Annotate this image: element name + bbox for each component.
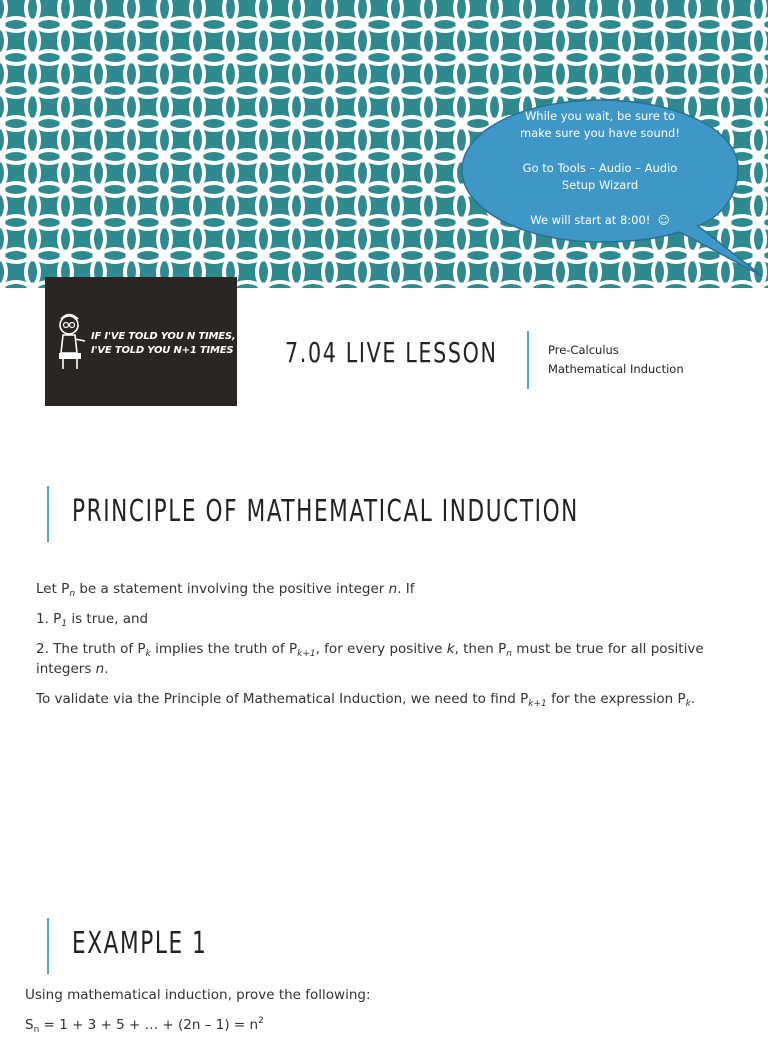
principle-validation: To validate via the Principle of Mathematical Induction, we need to find $P_{k+1}$ for the expression $P_k$. [36, 691, 696, 709]
principle-statement: Let $P_n$ be a statement involving the positive integer n. If [36, 581, 415, 599]
bubble-line: make sure you have sound! [520, 126, 680, 140]
title-divider [527, 331, 529, 389]
example-body [25, 985, 725, 1045]
example-heading-bar [47, 918, 49, 974]
example-intro: Using mathematical induction, prove the following: [25, 987, 371, 1003]
lesson-title: 7.04 LIVE LESSON [285, 336, 498, 369]
thumbnail-caption [91, 330, 248, 358]
example-heading: EXAMPLE 1 [72, 926, 208, 961]
principle-condition-2: 2. The truth of $P_k$ implies the truth of $P_{k+1}$, for every positive k, then $P_n$ must be true for all positive integers n. [36, 641, 704, 677]
principle-heading: PRINCIPLE OF MATHEMATICAL INDUCTION [72, 494, 579, 529]
speech-bubble [462, 98, 738, 244]
cartoon-thumbnail [45, 277, 248, 406]
principle-body [36, 579, 736, 719]
bubble-line: While you wait, be sure to [524, 109, 676, 123]
bubble-line [492, 212, 708, 229]
caption-line: IF I'VE TOLD YOU N TIMES, [91, 331, 236, 342]
smiley-icon: ☺ [657, 213, 670, 227]
professor-cartoon-icon [51, 311, 91, 371]
principle-heading-bar [47, 486, 49, 542]
bubble-line: Setup Wizard [561, 178, 639, 192]
example-formula: $S_n = 1 + 3 + 5$ + … + $(2n - 1) = n^2$ [25, 1016, 264, 1035]
subtitle-course: Pre-Calculus [548, 343, 619, 357]
caption-line: I'VE TOLD YOU N+1 TIMES ... [91, 345, 248, 356]
subtitle-topic: Mathematical Induction [548, 362, 684, 376]
principle-condition-1: 1. $P_1$ is true, and [36, 611, 149, 629]
bubble-start-time: We will start at 8:00! [530, 213, 651, 227]
lesson-subtitle [548, 341, 684, 379]
bubble-line: Go to Tools – Audio – Audio [522, 161, 678, 175]
speech-bubble-text [492, 108, 708, 229]
